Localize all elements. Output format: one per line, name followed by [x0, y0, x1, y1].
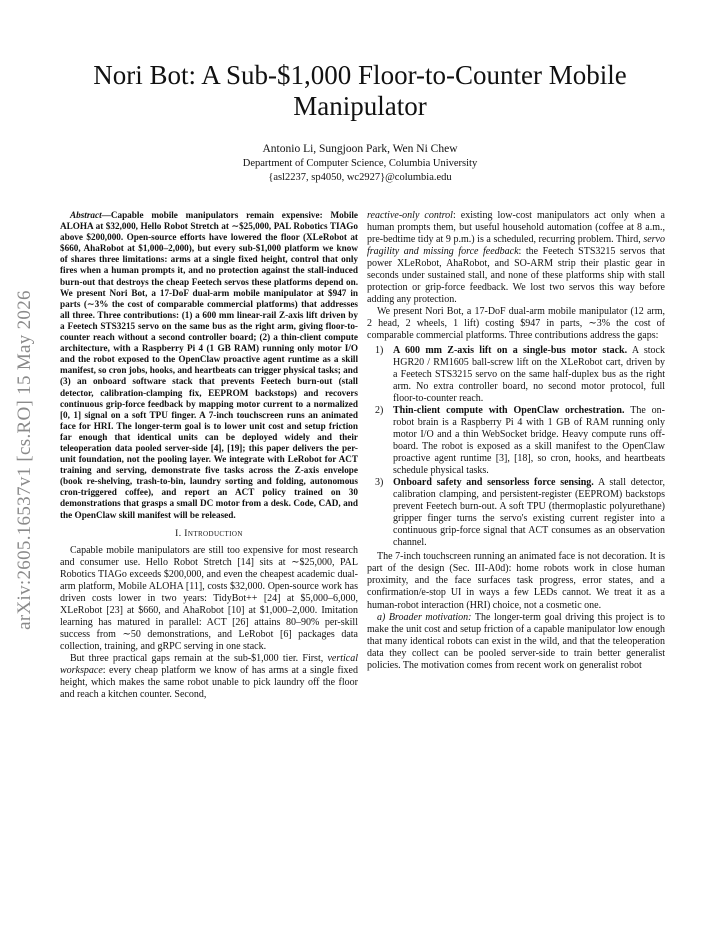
intro-paragraph-5: The 7-inch touchscreen running an animated face is not decoration. It is part of the design (Sec. III-A0d): home robots work in close human proximity, and the face surfaces task progress, error states, and a confirmation/e-stop UI in ways a few LEDs cannot. We treat it as a human-robot interaction (HRI) choice, not a cosmetic one. [367, 551, 665, 611]
abstract-dash: — [101, 210, 111, 220]
contribution-body: A stall detector, calibration clamping, and persistent-register (EEPROM) backstops prevent Feetech burn-out. A soft TPU (thermoplastic polyurethane) gripper finger turns the servo's existing current register into a continuous grip-force signal that ACT consumes as an observation channel. [393, 477, 665, 549]
contribution-number: 3) [375, 477, 384, 489]
contribution-heading: A 600 mm Z-axis lift on a single-bus motor stack. [393, 344, 628, 356]
contribution-heading: Onboard safety and sensorless force sensing. [393, 477, 594, 489]
section-number: I. [175, 528, 182, 539]
paper-title: Nori Bot: A Sub-$1,000 Floor-to-Counter Mobile Manipulator [93, 60, 627, 121]
contribution-number: 1) [375, 344, 384, 356]
left-column [60, 210, 358, 701]
arxiv-watermark [5, 260, 45, 660]
intro-paragraph-3 [367, 210, 665, 306]
paragraph-subheading: a) Broader motivation: [377, 611, 472, 623]
contribution-item [367, 345, 665, 405]
author-emails: {asl2237, sp4050, wc2927}@columbia.edu [268, 172, 452, 183]
p2-text-a: But three practical gaps remain at the sub-$1,000 tier. First, [70, 653, 328, 665]
intro-paragraph-1: Capable mobile manipulators are still too expensive for most research and consumer use. Hello Robot Stretch [14] sits at ∼$25,000, PAL Robotics TIAGo exceeds $200,000, and even the cheapest academic dual-arm platform, Mobile ALOHA [11], costs $32,000. Open-source work has driven costs lower in two years: TidyBot++ [24] at $5,000–6,000, XLeRobot [23] at $660, and AhaRobot [10] at $1,000–2,000. Imitation learning has matured in parallel: ACT [26] attains 80–90% per-skill success from ∼50 demonstrations, and LeRobot [6] packages data collection, training, and gRPC serving in one stack. [60, 544, 358, 653]
p2-emphasis: vertical workspace [60, 653, 358, 677]
p3-text-b: : the Feetech STS3215 servos that power XLeRobot, AhaRobot, and SO-ARM strip their plastic gear in seconds under sustained stall, and none of these platforms ship with stall protection or grip-force feedback. We lost two servos this way before adding any protection. [367, 246, 665, 306]
p3-emphasis-2: servo fragility and missing force feedback [367, 234, 665, 258]
p3-text-a: : existing low-cost manipulators act only when a human prompts them, but useful household automation (coffee at 8 a.m., pre-bedtime tidy at 9 p.m.) is a scheduled, recurring problem. Third, [367, 210, 665, 246]
abstract-label: Abstract [70, 210, 102, 220]
intro-paragraph-2 [60, 653, 358, 701]
right-column [367, 210, 665, 672]
arxiv-identifier[interactable]: arXiv:2605.16537v1 [cs.RO] 15 May 2026 [14, 290, 35, 630]
contribution-body: A stock HGR20 / RM1605 ball-screw lift on the XLeRobot cart, driven by a Feetech STS3215 servo on the same half-duplex bus as the right arm. No extra controller board, no second motor protocol, full floor-to-counter reach. [393, 344, 665, 404]
p3-emphasis-1: reactive-only control [367, 210, 453, 221]
section-title: Introduction [184, 528, 243, 539]
contribution-item [367, 477, 665, 549]
author-list: Antonio Li, Sungjoon Park, Wen Ni Chew [262, 143, 458, 155]
contribution-body: The on-robot brain is a Raspberry Pi 4 with 1 GB of RAM running only motor I/O and a thin WebSocket bridge. Heavy compute runs off-board. The robot is exposed as a skill manifest to the OpenClaw proactive agent runtime [3], [18], so cron, hooks, and heartbeats schedule physical tasks. [393, 404, 665, 476]
contribution-heading: Thin-client compute with OpenClaw orchestration. [393, 404, 625, 416]
intro-paragraph-4: We present Nori Bot, a 17-DoF dual-arm mobile manipulator (12 arm, 2 head, 2 wheels, 1 lift) costing $947 in parts, ∼3% the cost of comparable commercial platforms. Three contributions address the gaps: [367, 306, 665, 342]
p2-text-b: : every cheap platform we know of has arms at a single fixed height, which makes the same robot unable to pick laundry off the floor and reach a kitchen counter. Second, [60, 665, 358, 701]
abstract [60, 210, 358, 521]
section-heading [60, 528, 358, 540]
intro-paragraph-6 [367, 612, 665, 672]
contribution-item [367, 405, 665, 477]
affiliation: Department of Computer Science, Columbia University [242, 158, 478, 169]
contribution-list [367, 345, 665, 550]
p6-text: The longer-term goal driving this project is to make the unit cost and setup friction of a capable manipulator low enough that many identical robots can exist in the wild, and that the teleoperation data they collect can be pooled server-side to train better generalist policies. The motivation comes from recent work on generalist robot [367, 611, 665, 671]
contribution-number: 2) [375, 404, 384, 416]
abstract-text: Capable mobile manipulators remain expensive: Mobile ALOHA at $32,000, Hello Robot Stretch at ∼$25,000, PAL Robotics TIAGo above $200,000. Open-source efforts have lowered the floor (XLeRobot at $660, AhaRobot at $1,000–2,000), but every sub-$1,000 platform we know of shares three limitations: arms at a single fixed height, control that only fires when a human prompts it, and no protection against the stall-induced burn-out that destroys the cheap Feetech servos these platforms depend on. We present Nori Bot, a 17-DoF dual-arm mobile manipulator at $947 in parts (∼3% the cost of comparable commercial platforms) that addresses all three. Three contributions: (1) a 600 mm linear-rail Z-axis lift driven by a Feetech STS3215 servo on the same bus as the right arm, giving floor-to-counter reach without a second controller board; (2) a thin-client compute architecture, with a Raspberry Pi 4 (1 GB RAM) running only motor I/O and the robot exposed to the OpenClaw proactive agent runtime as a skill manifest, so cron jobs, hooks, and heartbeats can trigger physical tasks; and (3) an onboard software stack that prevents Feetech burn-out (stall detector, calibration-clamping fix, EEPROM backstops) and recovers continuous grip-force feedback by mapping motor current to a normalized [0, 1] signal on a soft TPU finger. A 7-inch touchscreen runs an animated face for HRI. The longer-term goal is to lower unit cost and setup friction far enough that identical units can be deployed widely and their teleoperation data pooled server-side [4], [19]; this paper delivers the per-unit foundation, not the pooling layer. We integrate with LeRobot for ACT training and serving, demonstrate five tasks across the Z-axis envelope (book re-shelving, trash-to-bin, laundry sorting and folding, autonomous cron-triggered coffee), and report an ACT policy trained on 30 demonstrations that grasps a small DC motor from a desk. Code, CAD, and the OpenClaw skill manifest will be released. [60, 210, 358, 520]
